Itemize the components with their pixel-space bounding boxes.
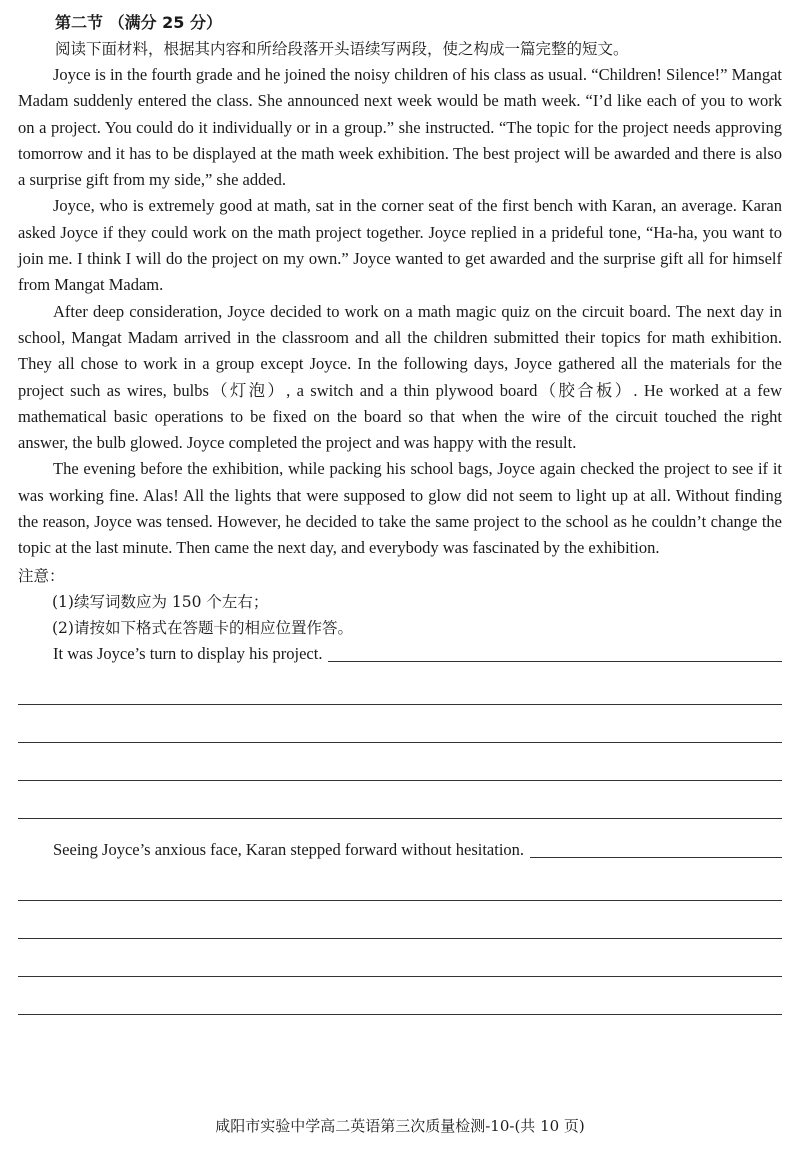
note-item-1: (1)续写词数应为 150 个左右；	[52, 592, 269, 611]
prompt-1-text: It was Joyce’s turn to display his project.	[53, 643, 323, 663]
passage-paragraph-2: Joyce, who is extremely good at math, sat in the corner seat of the first bench with Karan, an average. Karan asked Joyce if they could work on the math project together. Joyce replied in a prideful tone, “Ha-ha, you want to join me. I think I will do the project on my own.” Joyce wanted to get awarded and the surprise gift all for himself from Mangat Madam.	[18, 196, 782, 295]
page-footer: 咸阳市实验中学高二英语第三次质量检测-10-(共 10 页)	[215, 1117, 585, 1135]
section-title: 第二节 （满分 25 分）	[55, 13, 222, 32]
prompt-1-blank-line	[328, 661, 782, 662]
prompt-2-text: Seeing Joyce’s anxious face, Karan stepped forward without hesitation.	[53, 839, 525, 859]
passage-paragraph-4: The evening before the exhibition, while packing his school bags, Joyce again checked the project to see if it was working fine. Alas! All the lights that were supposed to glow did not seem to light up at all. Without finding the reason, Joyce was tensed. However, he decided to take the same project to the school as he couldn’t change the topic at the last minute. Then came the next day, and everybody was fascinated by the exhibition.	[18, 459, 782, 558]
passage-paragraph-3: After deep consideration, Joyce decided to work on a math magic quiz on the circuit board. The next day in school, Mangat Madam arrived in the classroom and all the children submitted their topics for math exhibition. They all chose to work in a group except Joyce. In the following days, Joyce gathered all the materials for the project such as wires, bulbs（灯泡）, a switch and a thin plywood board（胶合板）. He worked at a few mathematical basic operations to be fixed on the board so that when the wire of the circuit touched the right answer, the bulb glowed. Joyce completed the project and was happy with the result.	[18, 301, 782, 453]
prompt-2-blank-line	[530, 857, 782, 858]
notes-heading: 注意：	[18, 566, 65, 585]
answer-line	[18, 1014, 782, 1015]
passage-paragraph-1: Joyce is in the fourth grade and he joined the noisy children of his class as usual. “Children! Silence!” Mangat Madam suddenly entered the class. She announced next week would be math week. “I’d like each of you to work on a project. You could do it individually or in a group.” she instructed. “The topic for the project needs approving tomorrow and it has to be displayed at the math week exhibition. The best project will be awarded and there is also a surprise gift from my side,” she added.	[18, 65, 782, 190]
exam-page	[18, 10, 782, 1015]
note-item-2: (2)请按如下格式在答题卡的相应位置作答。	[52, 618, 353, 637]
continuation-prompt-1	[53, 641, 782, 667]
continuation-prompt-2	[53, 837, 782, 863]
instruction-text: 阅读下面材料，根据其内容和所给段落开头语续写两段，使之构成一篇完整的短文。	[55, 40, 629, 58]
